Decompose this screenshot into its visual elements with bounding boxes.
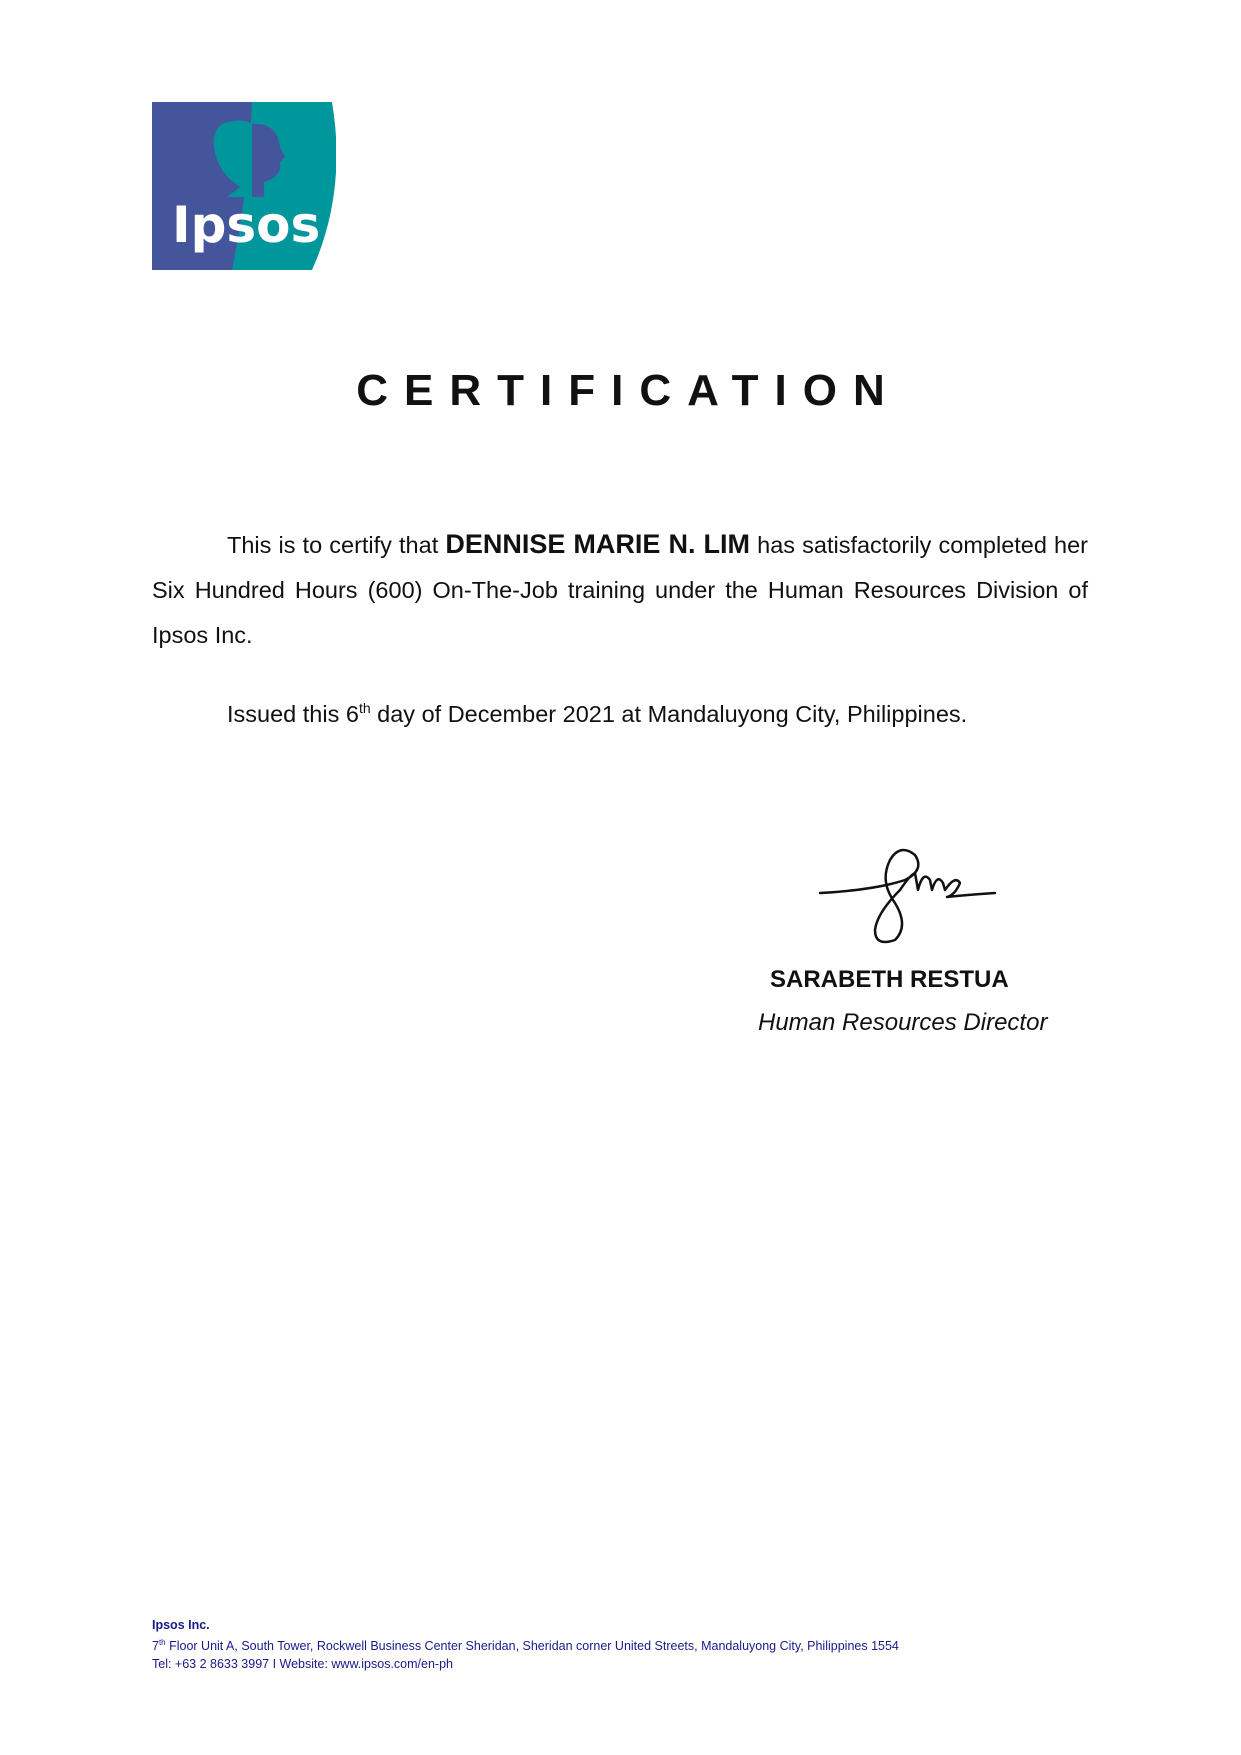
footer-company: Ipsos Inc.	[152, 1618, 210, 1632]
issued-sup: th	[358, 700, 371, 716]
address-prefix: 7	[152, 1639, 159, 1654]
svg-text:Ipsos: Ipsos	[172, 196, 321, 254]
address-suffix: Floor Unit A, South Tower, Rockwell Business Center Sheridan, Sheridan corner United Streets, Mandaluyong City, Philippines 1554	[165, 1639, 899, 1654]
completion-text: has satisfactorily completed her Six Hundred Hours (600) On-The-Job training under the Human Resources Division of Ipsos Inc.	[152, 532, 1088, 648]
signatory-position: Human Resources Director	[758, 1009, 1048, 1036]
address-sup: th	[158, 1638, 166, 1647]
issued-prefix: Issued this 6	[227, 700, 359, 727]
signature	[815, 835, 1015, 945]
issued-suffix: day of December 2021 at Mandaluyong City, Philippines.	[370, 700, 968, 727]
signatory-name: SARABETH RESTUA	[770, 966, 1009, 993]
recipient-name: DENNISE MARIE N. LIM	[445, 529, 751, 559]
intro-text: This is to certify that	[227, 532, 446, 558]
issued-statement	[227, 700, 967, 728]
footer-contact: Tel: +63 2 8633 3997 I Website: www.ipsos.com/en-ph	[152, 1657, 453, 1672]
footer-address	[152, 1634, 899, 1655]
page-title: CERTIFICATION	[356, 366, 901, 415]
ipsos-logo	[152, 102, 336, 270]
footer	[152, 1616, 899, 1673]
certificate-body	[152, 522, 1088, 658]
